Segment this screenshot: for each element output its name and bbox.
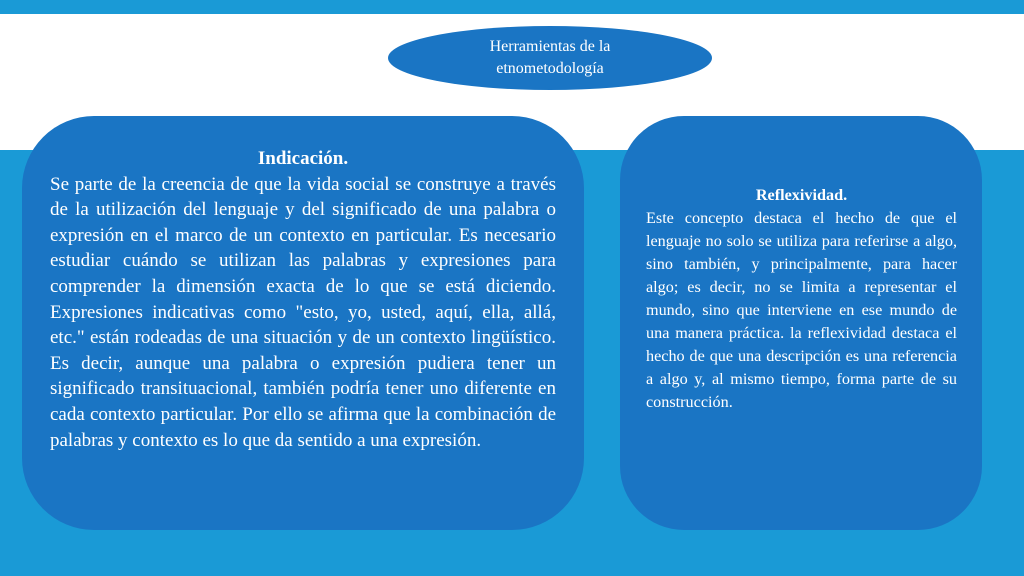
reflexividad-card xyxy=(620,116,982,530)
slide-title xyxy=(388,26,712,90)
indicacion-heading: Indicación. xyxy=(257,148,349,169)
indicacion-card xyxy=(22,116,584,530)
slide-title-line-2: etnometodología xyxy=(496,60,604,77)
reflexividad-body: Este concepto destaca el hecho de que el lenguaje no solo se utiliza para referirse a algo, sino también, y principalmente, para hacer algo; es decir, no se limita a representar el mundo, sino que interviene en ese mundo de una manera práctica. la reflexividad destaca el hecho de que una descripción es una referencia a algo y, al mismo tiempo, forma parte de su construcción. xyxy=(646,209,957,411)
reflexividad-heading: Reflexividad. xyxy=(755,186,848,204)
indicacion-body: Se parte de la creencia de que la vida social se construye a través de la utilización del lenguaje y del significado de una palabra o expresión en el marco de un contexto en particular. Es necesario estudiar cuándo se utilizan las palabras y expresiones para comprender la dimensión exacta de lo que se está diciendo. Expresiones indicativas como "esto, yo, usted, aquí, ella, allá, etc." están rodeadas de una situación y de un contexto lingüístico. Es decir, aunque una palabra o expresión pudiera tener un significado transituacional, también podría tener uno diferente en cada contexto particular. Por ello se afirma que la combinación de palabras y contexto es lo que da sentido a una expresión. xyxy=(50,173,556,451)
top-accent-strip xyxy=(0,0,1024,14)
slide-title-line-1: Herramientas de la xyxy=(489,38,611,55)
